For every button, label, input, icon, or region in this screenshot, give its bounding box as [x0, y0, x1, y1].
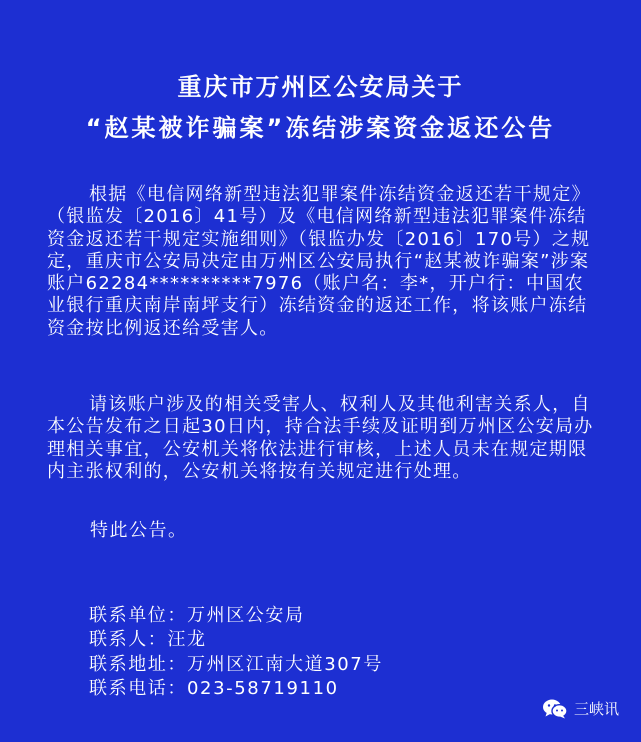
notice-paragraph-1: 根据《电信网络新型违法犯罪案件冻结资金返还若干规定》（银监发〔2016〕41号）及《电信网络新型违法犯罪案件冻结资金返还若干规定实施细则》（银监办发〔2016〕170号）之规定，重庆市公安局决定由万州区公安局执行“赵某被诈骗案”涉案账户62284**********7976（账户名：李*，开户行：中国农业银行重庆南岸南坪支行）冻结资金的返还工作，将该账户冻结资金按比例返还给受害人。	[47, 184, 591, 339]
notice-closing: 特此公告。	[90, 520, 188, 541]
contact-person: 联系人：汪龙	[89, 629, 207, 651]
notice-title-line-1: 重庆市万州区公安局关于	[177, 73, 464, 101]
contact-unit: 联系单位：万州区公安局	[89, 605, 305, 626]
watermark	[542, 698, 619, 720]
notice-title-line-2: “赵某被诈骗案”冻结涉案资金返还公告	[85, 114, 556, 142]
wechat-icon	[542, 698, 568, 720]
notice-paragraph-2: 请该账户涉及的相关受害人、权利人及其他利害关系人，自本公告发布之日起30日内，持合法手续及证明到万州区公安局办理相关事宜，公安机关将依法进行审核，上述人员未在规定期限内主张权利的，公安机关将按有关规定进行处理。	[47, 394, 594, 482]
watermark-label: 三峡讯	[573, 700, 619, 718]
contact-phone: 联系电话：023-58719110	[89, 677, 339, 699]
contact-info	[89, 604, 383, 701]
contact-address: 联系地址：万州区江南大道307号	[89, 653, 383, 675]
